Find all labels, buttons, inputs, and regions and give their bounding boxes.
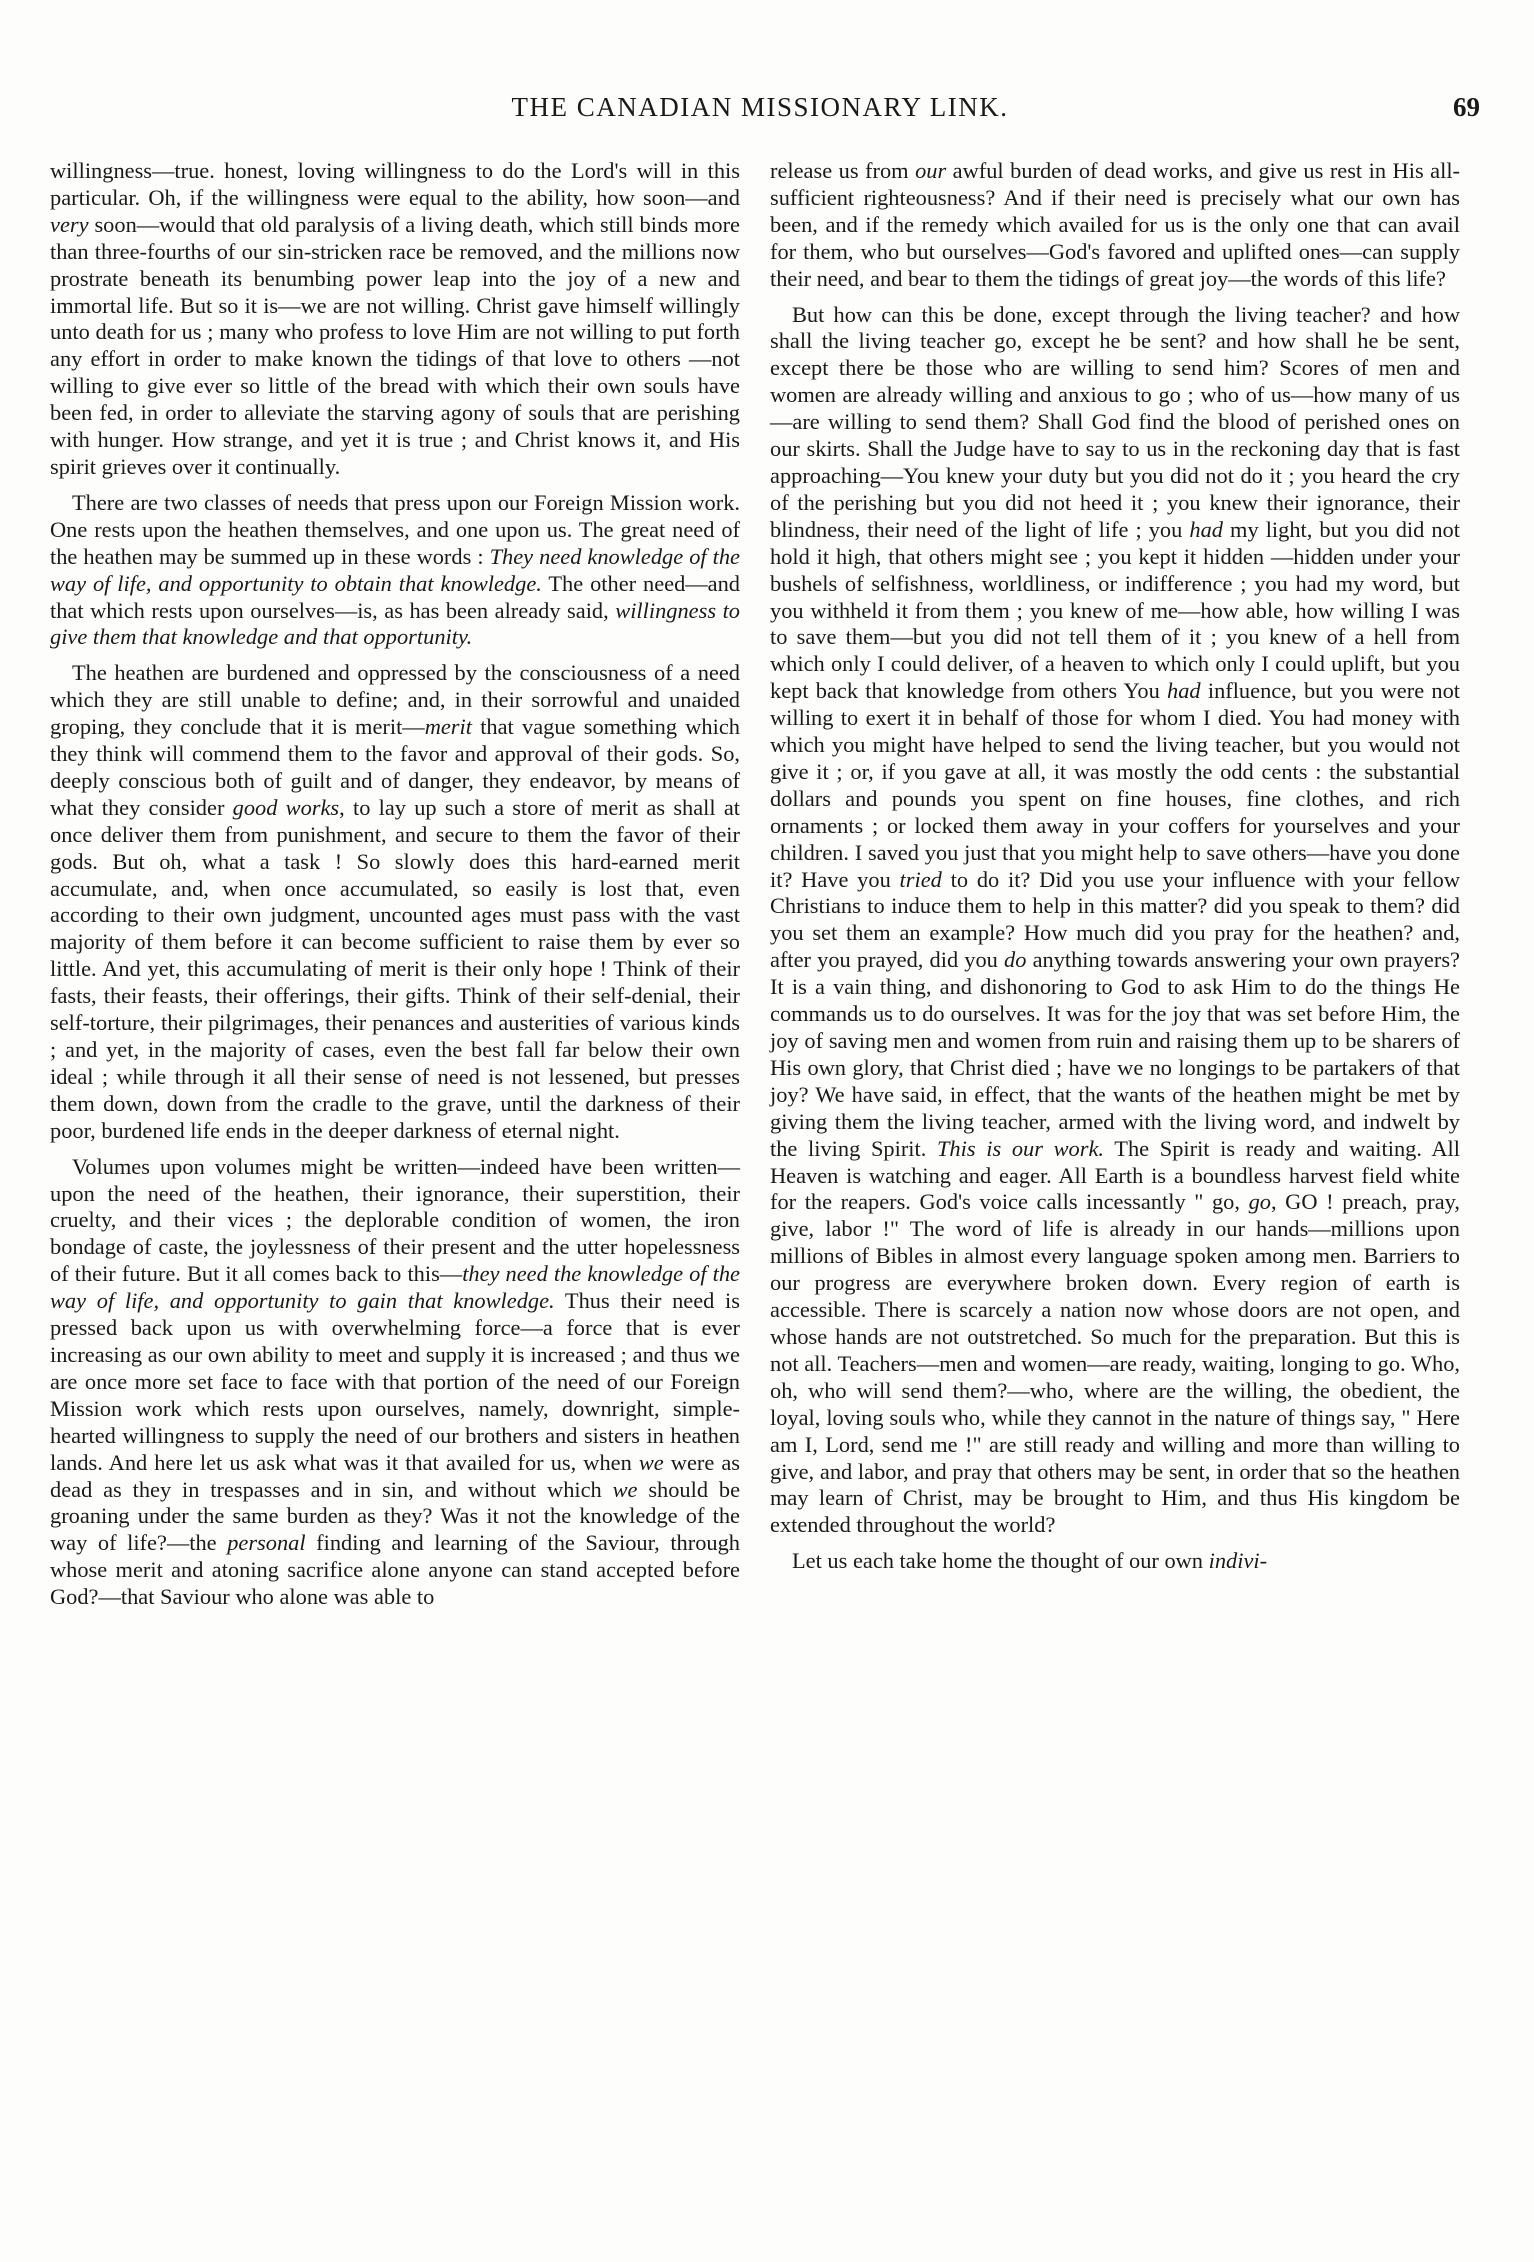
- page-number: 69: [1453, 92, 1480, 122]
- italic-text-run: we: [638, 1449, 664, 1475]
- text-run: soon—would that old paralysis of a living death, which still binds more than three-fourths of our sin-stricken race be removed, and the millions now prostrate beneath its benumbing power leap into the joy of a new and immortal life. But so it is—we are not willing. Christ gave himself willingly unto death for us ; many who profess to love Him are not willing to put forth any effort in order to make known the tidings of that love to others —not willing to give ever so little of the bread with which their own souls have been fed, in order to alleviate the starving agony of souls that are perishing with hunger. How strange, and yet it is true ; and Christ knows it, and His spirit grieves over it continually.: [50, 211, 740, 479]
- italic-text-run: had: [1167, 678, 1201, 704]
- text-run: were as dead as they in trespasses and in sin, and without which: [50, 1449, 740, 1502]
- text-run: that vague something which they think will commend them to the favor and approval of their gods. So, deeply conscious both of guilt and of danger, they endeavor, by means of what they consider: [50, 714, 740, 820]
- paragraph: [50, 660, 740, 1144]
- page-header: [40, 92, 1480, 132]
- paragraph: [50, 1154, 740, 1611]
- text-run: But how can this be done, except through the living teacher? and how shall the living teacher go, except he be sent? and how shall he be sent, except there be those who are willing to send him? Scores of men and women are already willing and anxious to go ; who of us—how many of us—are willing to send them? Shall God find the blood of perished ones on our skirts. Shall the Judge have to say to us in the reckoning day that is fast approaching—You knew your duty but you did not do it ; you heard the cry of the perishing but you did not heed it ; you knew their ignorance, their blindness, their need of the light of life ; you: [770, 301, 1460, 542]
- italic-text-run: very: [50, 211, 89, 237]
- text-run: The heathen are burdened and oppressed by the consciousness of a need which they are still unable to define; and, in their sorrowful and unaided groping, they conclude that it is merit—: [50, 660, 740, 740]
- italic-text-run: indivi-: [1208, 1548, 1268, 1574]
- right-column: [770, 158, 1460, 1584]
- text-run: awful burden of dead works, and give us rest in His all-sufficient righteousness? And if their need is precisely what our own has been, and if the remedy which availed for us is the only one that can avail for them, who but ourselves—God's favored and uplifted ones—can supply their need, and bear to them the tidings of great joy—the words of this life?: [770, 158, 1460, 291]
- text-run: willingness—true. honest, loving willingness to do the Lord's will in this particular. Oh, if the willingness were equal to the ability, how soon—and: [50, 158, 740, 210]
- text-run: my light, but you did not hold it high, that others might see ; you kept it hidden —hidden under your bushels of selfishness, worldliness, or indifference ; you had my word, but you withheld it from them ; you knew of me—how able, how willing I was to save them—but you did not tell them of it ; you knew of a hell from which only I could deliver, of a heaven to which only I could uplift, but you kept back that knowledge from others You: [770, 516, 1460, 704]
- text-run: The other need—and that which rests upon ourselves—is, as has been already said,: [50, 570, 740, 623]
- italic-text-run: personal: [227, 1530, 306, 1556]
- italic-text-run: They need knowledge of the way of life, and opportunity to obtain that knowledge.: [50, 543, 740, 596]
- italic-text-run: This is our work.: [936, 1135, 1104, 1161]
- italic-text-run: merit: [424, 714, 472, 740]
- text-run: to do it? Did you use your influence with your fellow Christians to induce them to help in this matter? did you speak to them? did you set them an example? How much did you pray for the heathen? and, after you prayed, did you: [770, 866, 1461, 973]
- text-run: The Spirit is ready and waiting. All Heaven is watching and eager. All Earth is a boundless harvest field white for the reapers. God's voice calls incessantly " go,: [770, 1135, 1460, 1215]
- text-run: Let us each take home the thought of our own: [792, 1548, 1209, 1574]
- italic-text-run: we: [612, 1476, 638, 1502]
- text-run: , GO ! preach, pray, give, labor !" The word of life is already in our hands—millions upon millions of Bibles in almost every language spoken among men. Barriers to our progress are everywhere broken down. Every region of earth is accessible. There is scarcely a nation now whose doors are not open, and whose hands are not outstretched. So much for the preparation. But this is not all. Teachers—men and women—are ready, waiting, longing to go. Who, oh, who will send them?—who, where are the willing, the obedient, the loyal, loving souls who, while they cannot in the nature of things say, " Here am I, Lord, send me !" are still ready and willing and more than willing to give, and labor, and pray that others may be sent, in order that so the heathen may learn of Christ, may be brought to Him, and thus His kingdom be extended throughout the world?: [770, 1189, 1460, 1538]
- paragraph: [50, 490, 740, 651]
- italic-text-run: they need the knowledge of the way of life, and opportunity to gain that knowledge.: [50, 1261, 740, 1314]
- text-run: release us from: [770, 158, 916, 183]
- running-title: THE CANADIAN MISSIONARY LINK.: [511, 92, 1009, 122]
- italic-text-run: tried: [899, 866, 942, 892]
- text-run: , to lay up such a store of merit as shall at once deliver them from punishment, and secure to them the favor of their gods. But oh, what a task ! So slowly does this hard-earned merit accumulate, and, when once accumulated, so easily is lost that, even according to their own judgment, uncounted ages must pass with the vast majority of them before it can become sufficient to raise them by ever so little. And yet, this accumulating of merit is their only hope ! Think of their fasts, their feasts, their offerings, their gifts. Think of their self-denial, their self-torture, their pilgrimages, their penances and austerities of various kinds ; and yet, in the majority of cases, even the best fall far below their own ideal ; while through it all their sense of need is not lessened, but presses them down, down from the cradle to the grave, until the darkness of their poor, burdened life ends in the deeper darkness of eternal night.: [50, 794, 740, 1143]
- text-run: anything towards answering your own prayers? It is a vain thing, and dishonoring to God to ask Him to do the things He commands us to do ourselves. It was for the joy that was set before Him, the joy of saving men and women from ruin and raising them up to be sharers of His own glory, that Christ died ; have we no longings to be partakers of that joy? We have said, in effect, that the wants of the heathen might be met by giving them the living teacher, armed with the living word, and indwelt by the living Spirit.: [770, 947, 1460, 1161]
- text-run: should be groaning under the same burden as they? Was it not the knowledge of the way of life?—the: [50, 1476, 741, 1556]
- text-run: There are two classes of needs that press upon our Foreign Mission work. One rests upon the heathen themselves, and one upon us. The great need of the heathen may be summed up in these words :: [50, 489, 740, 569]
- text-run: Volumes upon volumes might be written—indeed have been written—upon the need of the heathen, their ignorance, their superstition, their cruelty, and their vices ; the deplorable condition of women, the iron bondage of caste, the joylessness of their present and the utter hopelessness of their future. But it all comes back to this—: [50, 1153, 740, 1287]
- italic-text-run: our: [915, 158, 947, 183]
- italic-text-run: willingness to give them that knowledge and that opportunity.: [50, 597, 740, 650]
- text-run: Thus their need is pressed back upon us with overwhelming force—a force that is ever increasing as our own ability to meet and supply it is increased ; and thus we are once more set face to face with that portion of the need of our Foreign Mission work which rests upon ourselves, namely, downright, simple-hearted willingness to supply the need of our brothers and sisters in heathen lands. And here let us ask what was it that availed for us, when: [50, 1288, 740, 1475]
- text-run: influence, but you were not willing to exert it in behalf of those for whom I died. You had money with which you might have helped to send the living teacher, but you would not give it ; or, if you gave at all, it was mostly the odd cents : the substantial dollars and pounds you spent on fine houses, fine clothes, and rich ornaments ; or locked them away in your coffers for yourselves and your children. I saved you just that you might help to save others—have you done it? Have you: [770, 678, 1460, 892]
- paragraph: [770, 302, 1460, 1540]
- left-column: [50, 158, 740, 1620]
- text-run: finding and learning of the Saviour, through whose merit and atoning sacrifice alone anyone can stand accepted before God?—that Saviour who alone was able to: [50, 1530, 740, 1610]
- italic-text-run: do: [1004, 947, 1027, 973]
- italic-text-run: good works: [232, 794, 340, 820]
- italic-text-run: go: [1248, 1189, 1271, 1215]
- paragraph: [770, 1548, 1460, 1575]
- italic-text-run: had: [1189, 516, 1223, 542]
- paragraph: [770, 158, 1460, 293]
- paragraph: [50, 158, 740, 481]
